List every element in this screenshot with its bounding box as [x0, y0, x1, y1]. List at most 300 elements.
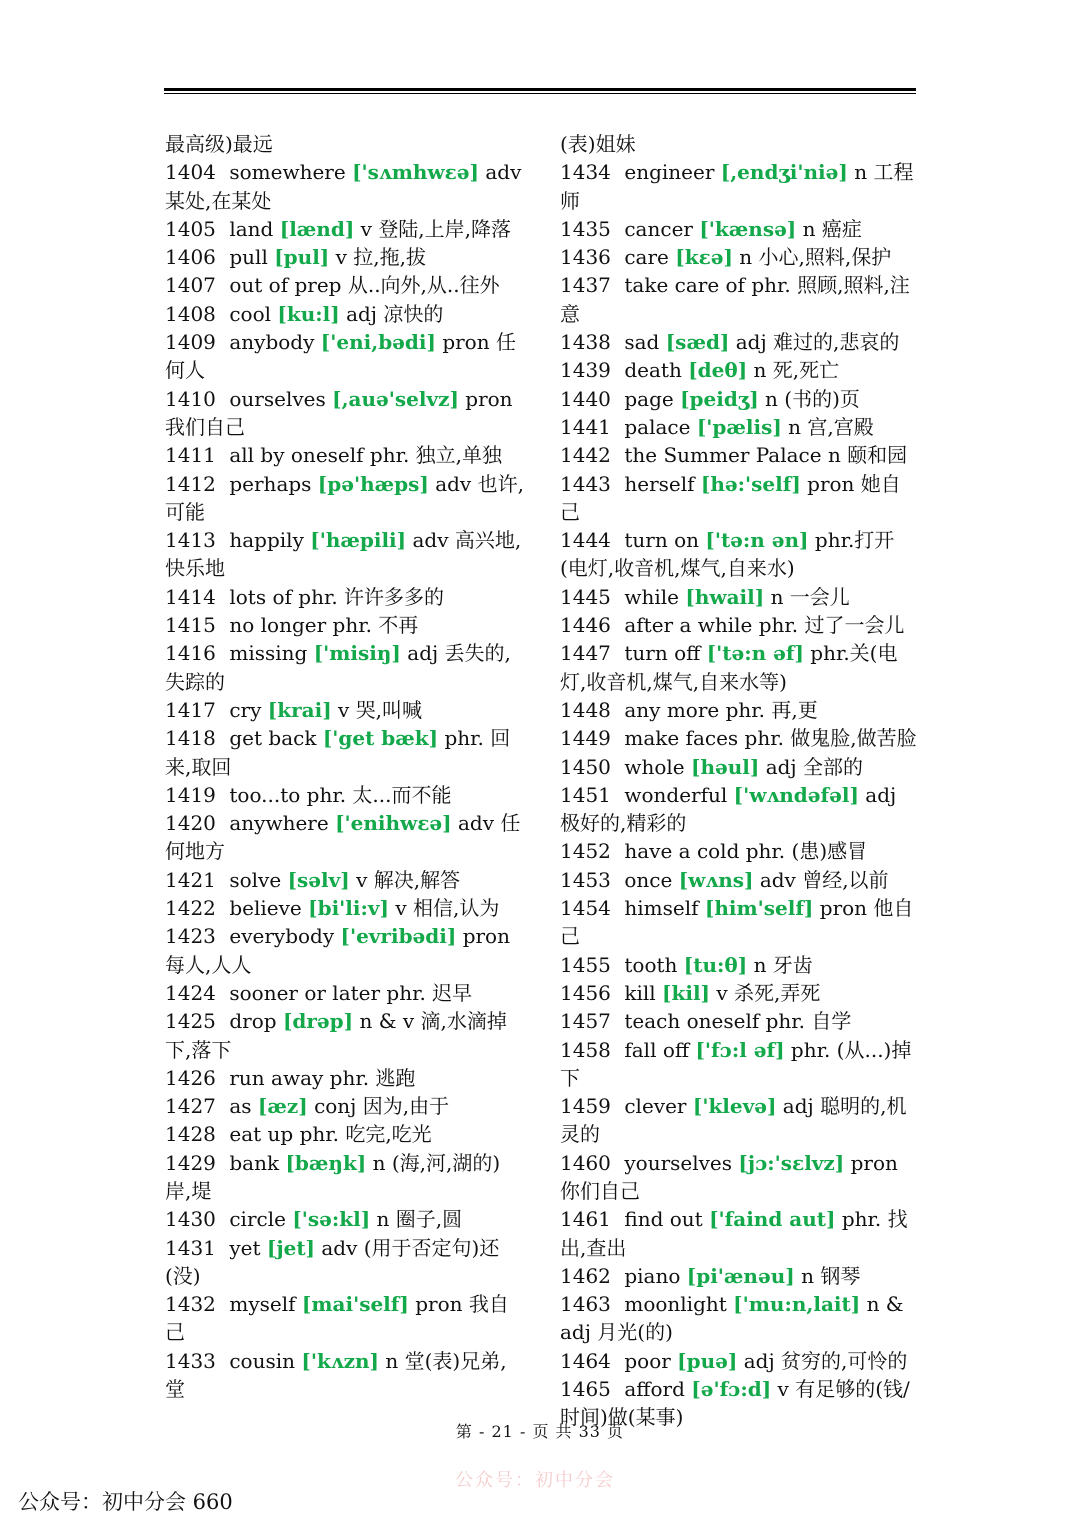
- entry-number: 1426: [165, 1065, 216, 1090]
- entry-number: 1409: [165, 330, 216, 355]
- entry-word: find out: [624, 1207, 703, 1232]
- entry-definition: pron 我自己: [165, 1292, 509, 1345]
- vocab-entry: [165, 130, 525, 158]
- entry-number: 1453: [560, 867, 611, 892]
- vocab-entry: [165, 1290, 525, 1347]
- entry-word: page: [624, 386, 674, 411]
- entry-word: bank: [229, 1150, 280, 1175]
- entry-phonetic: [,endʒi'niə]: [720, 160, 848, 185]
- entry-number: 1428: [165, 1122, 216, 1147]
- entry-number: 1419: [165, 782, 216, 807]
- entry-definition: pron 每人,人人: [165, 924, 510, 977]
- entry-number: 1411: [165, 443, 216, 468]
- entry-number: 1450: [560, 754, 611, 779]
- entry-number: 1439: [560, 358, 611, 383]
- vocab-entry: [165, 1149, 525, 1206]
- entry-definition: pron 你们自己: [560, 1150, 898, 1203]
- entry-word: once: [624, 867, 673, 892]
- entry-word: perhaps: [229, 471, 312, 496]
- entry-definition: n 牙齿: [753, 952, 813, 977]
- entry-phonetic: [mai'self]: [301, 1292, 409, 1317]
- entry-number: 1444: [560, 528, 611, 553]
- entry-definition: n (书的)页: [765, 386, 860, 411]
- entry-number: 1414: [165, 584, 216, 609]
- entry-phonetic: ['wʌndəfəl]: [733, 782, 859, 807]
- entry-number: 1416: [165, 641, 216, 666]
- entry-definition: phr. 独立,单独: [369, 443, 503, 468]
- entry-word: after a while: [624, 613, 753, 638]
- vocab-entry: [165, 441, 525, 469]
- entry-definition: v 哭,叫喊: [338, 697, 423, 722]
- vocab-entry: [165, 158, 525, 215]
- vocab-entry: [560, 1036, 920, 1093]
- entry-word: as: [229, 1094, 252, 1119]
- entry-phonetic: ['tə:n əf]: [706, 641, 804, 666]
- vocab-entry: [165, 639, 525, 696]
- vocab-entry: [165, 1007, 525, 1064]
- vocab-entry: [560, 639, 920, 696]
- vocab-entry: [560, 837, 920, 865]
- header-rule-thin: [164, 93, 916, 94]
- entry-number: 1421: [165, 867, 216, 892]
- vocab-entry: [165, 1234, 525, 1291]
- entry-word: fall off: [624, 1037, 690, 1062]
- entry-definition: n & adj 月光(的): [560, 1292, 904, 1345]
- entry-definition: prep 从..向外,从..往外: [294, 273, 500, 298]
- entry-word: run away: [229, 1065, 324, 1090]
- entry-word: the Summer Palace: [624, 443, 822, 468]
- entry-definition: adj 全部的: [765, 754, 863, 779]
- entry-definition: phr. 太...而不能: [306, 782, 452, 807]
- entry-phonetic: [ə'fɔ:d]: [691, 1377, 772, 1402]
- entry-definition: (表)姐妹: [560, 132, 636, 156]
- entry-definition: n & v 滴,水滴掉下,落下: [165, 1009, 507, 1062]
- entry-phonetic: [ku:l]: [277, 301, 340, 326]
- entry-number: 1431: [165, 1235, 216, 1260]
- entry-word: care: [624, 245, 669, 270]
- entry-definition: phr. 不再: [332, 613, 419, 638]
- entry-phonetic: [jɔ:'sɛlvz]: [738, 1150, 845, 1175]
- entry-phonetic: [pi'ænəu]: [686, 1263, 795, 1288]
- entry-word: ourselves: [229, 386, 326, 411]
- entry-number: 1425: [165, 1009, 216, 1034]
- entry-definition: phr. 回来,取回: [165, 726, 511, 779]
- entry-word: death: [624, 358, 682, 383]
- entry-word: lots of: [229, 584, 292, 609]
- entry-number: 1449: [560, 726, 611, 751]
- vocab-entry: [560, 866, 920, 894]
- entry-phonetic: [səlv]: [287, 867, 350, 892]
- entry-phonetic: [hə:'self]: [700, 471, 801, 496]
- entry-number: 1451: [560, 782, 611, 807]
- entry-definition: phr.打开(电灯,收音机,煤气,自来水): [560, 528, 895, 581]
- entry-number: 1454: [560, 896, 611, 921]
- entry-number: 1440: [560, 386, 611, 411]
- vocab-entry: [560, 894, 920, 951]
- vocab-entry: [560, 470, 920, 527]
- entry-definition: phr. (患)感冒: [745, 839, 868, 864]
- entry-word: clever: [624, 1094, 687, 1119]
- entry-phonetic: ['evribədi]: [340, 924, 457, 949]
- vocab-entry: [165, 724, 525, 781]
- vocab-entry: [165, 894, 525, 922]
- vocab-entry: [165, 866, 525, 894]
- entry-number: 1415: [165, 613, 216, 638]
- entry-word: while: [624, 584, 679, 609]
- entry-phonetic: [bæŋk]: [285, 1150, 367, 1175]
- entry-number: 1417: [165, 697, 216, 722]
- entry-definition: phr. 吃完,吃光: [299, 1122, 432, 1147]
- entry-definition: adv 高兴地,快乐地: [165, 528, 522, 581]
- vocab-entry: [560, 1347, 920, 1375]
- entry-number: 1465: [560, 1377, 611, 1402]
- entry-number: 1413: [165, 528, 216, 553]
- entry-word: no longer: [229, 613, 327, 638]
- entry-phonetic: [kil]: [662, 980, 711, 1005]
- entry-word: have a cold: [624, 839, 740, 864]
- entry-definition: v 有足够的(钱/时间)做(某事): [560, 1377, 910, 1430]
- entry-phonetic: ['sʌmhwɛə]: [352, 160, 479, 185]
- vocab-entry: [560, 243, 920, 271]
- vocab-entry: [560, 979, 920, 1007]
- entry-phonetic: ['eni,bədi]: [320, 330, 436, 355]
- vocab-entry: [165, 243, 525, 271]
- entry-number: 1406: [165, 245, 216, 270]
- entry-definition: phr. 再,更: [725, 697, 818, 722]
- entry-phonetic: ['get bæk]: [322, 726, 439, 751]
- entry-word: turn on: [624, 528, 699, 553]
- entry-phonetic: ['tə:n ən]: [705, 528, 809, 553]
- entry-definition: pron 我们自己: [165, 386, 513, 439]
- entry-number: 1404: [165, 160, 216, 185]
- header-rule-thick: [164, 88, 916, 91]
- entry-word: himself: [624, 896, 699, 921]
- entry-number: 1463: [560, 1292, 611, 1317]
- entry-definition: adv 任何地方: [165, 811, 521, 864]
- watermark-faint: 公众号：初中分会: [455, 1470, 615, 1491]
- entry-word: yet: [229, 1235, 261, 1260]
- entry-word: somewhere: [229, 160, 346, 185]
- vocab-entry: [560, 696, 920, 724]
- entry-phonetic: ['misiŋ]: [313, 641, 401, 666]
- entry-word: palace: [624, 414, 691, 439]
- entry-number: 1433: [165, 1348, 216, 1373]
- vocab-entry: [165, 979, 525, 1007]
- entry-definition: n 死,死亡: [753, 358, 840, 383]
- vocab-entry: [165, 300, 525, 328]
- vocab-entry: [165, 611, 525, 639]
- entry-number: 1405: [165, 216, 216, 241]
- entry-definition: n 小心,照料,保护: [739, 245, 892, 270]
- entry-number: 1435: [560, 216, 611, 241]
- entry-number: 1464: [560, 1348, 611, 1373]
- entry-phonetic: ['sə:kl]: [292, 1207, 371, 1232]
- entry-definition: 最高级)最远: [165, 132, 273, 156]
- vocab-entry: [560, 951, 920, 979]
- vocab-entry: [560, 1149, 920, 1206]
- entry-phonetic: [həul]: [691, 754, 760, 779]
- entry-word: piano: [624, 1263, 681, 1288]
- entry-word: teach oneself: [624, 1009, 760, 1034]
- page-number: 第 - 21 - 页 共 33 页: [455, 1422, 625, 1441]
- entry-number: 1456: [560, 980, 611, 1005]
- entry-definition: phr.关(电灯,收音机,煤气,自来水等): [560, 641, 898, 694]
- entry-word: myself: [229, 1292, 296, 1317]
- entry-word: cry: [229, 697, 262, 722]
- entry-phonetic: [him'self]: [704, 896, 814, 921]
- entry-number: 1420: [165, 811, 216, 836]
- vocab-entry: [165, 215, 525, 243]
- entry-definition: adv 也许,可能: [165, 471, 524, 524]
- vocab-entry: [165, 470, 525, 527]
- vocab-entry: [560, 385, 920, 413]
- entry-number: 1410: [165, 386, 216, 411]
- vocab-entry: [560, 753, 920, 781]
- entry-phonetic: ['kænsə]: [699, 216, 797, 241]
- entry-phonetic: [wʌns]: [678, 867, 754, 892]
- entry-phonetic: ['faind aut]: [709, 1207, 836, 1232]
- vocab-entry: [560, 215, 920, 243]
- entry-number: 1455: [560, 952, 611, 977]
- vocab-entry: [165, 1120, 525, 1148]
- entry-phonetic: ['kʌzn]: [301, 1348, 380, 1373]
- vocab-entry: [560, 130, 920, 158]
- entry-definition: n 颐和园: [827, 443, 908, 468]
- entry-definition: phr. 照顾,照料,注意: [560, 273, 910, 326]
- entry-word: believe: [229, 896, 302, 921]
- entry-definition: pron 她自己: [560, 471, 901, 524]
- entry-word: turn off: [624, 641, 701, 666]
- entry-word: sad: [624, 330, 660, 355]
- entry-number: 1430: [165, 1207, 216, 1232]
- entry-definition: v 解决,解答: [356, 867, 461, 892]
- entry-phonetic: [æz]: [257, 1094, 308, 1119]
- vocab-entry: [165, 696, 525, 724]
- entry-phonetic: [bi'li:v]: [308, 896, 389, 921]
- entry-phonetic: ['klevə]: [692, 1094, 777, 1119]
- entry-number: 1461: [560, 1207, 611, 1232]
- entry-number: 1412: [165, 471, 216, 496]
- entry-phonetic: ['enihwɛə]: [335, 811, 452, 836]
- entry-definition: conj 因为,由于: [314, 1094, 450, 1119]
- vocab-entry: [560, 328, 920, 356]
- entry-word: make faces: [624, 726, 739, 751]
- vocab-entry: [165, 1205, 525, 1233]
- vocab-column-right: [560, 130, 920, 1432]
- entry-number: 1462: [560, 1263, 611, 1288]
- entry-word: sooner or later: [229, 980, 381, 1005]
- entry-definition: n 钢琴: [801, 1263, 861, 1288]
- vocab-entry: [560, 526, 920, 583]
- entry-number: 1458: [560, 1037, 611, 1062]
- entry-definition: phr. 自学: [765, 1009, 852, 1034]
- vocab-entry: [560, 1262, 920, 1290]
- entry-phonetic: [krai]: [267, 697, 332, 722]
- entry-word: pull: [229, 245, 268, 270]
- entry-definition: phr. 过了一会儿: [758, 613, 905, 638]
- entry-definition: adj 难过的,悲哀的: [735, 330, 900, 355]
- entry-definition: n 宫,宫殿: [788, 414, 874, 439]
- entry-definition: phr. 迟早: [386, 980, 473, 1005]
- vocab-entry: [165, 781, 525, 809]
- entry-word: cancer: [624, 216, 693, 241]
- entry-number: 1422: [165, 896, 216, 921]
- entry-phonetic: [peidʒ]: [680, 386, 759, 411]
- vocab-entry: [165, 385, 525, 442]
- entry-phonetic: [puə]: [677, 1348, 738, 1373]
- entry-word: any more: [624, 697, 720, 722]
- entry-word: kill: [624, 980, 656, 1005]
- watermark-account: 公众号：初中分会 660: [18, 1490, 233, 1514]
- entry-word: get back: [229, 726, 317, 751]
- entry-word: everybody: [229, 924, 335, 949]
- entry-number: 1443: [560, 471, 611, 496]
- entry-phonetic: [drəp]: [282, 1009, 354, 1034]
- vocab-entry: [560, 611, 920, 639]
- vocab-entry: [165, 1092, 525, 1120]
- vocab-entry: [165, 328, 525, 385]
- entry-definition: adj 凉快的: [346, 301, 444, 326]
- entry-definition: n (海,河,湖的)岸,堤: [165, 1150, 501, 1203]
- entry-phonetic: [jet]: [266, 1235, 316, 1260]
- entry-definition: adj 贫穷的,可怜的: [743, 1348, 908, 1373]
- entry-number: 1446: [560, 613, 611, 638]
- vocab-column-left: [165, 130, 525, 1403]
- entry-word: herself: [624, 471, 695, 496]
- vocab-entry: [560, 271, 920, 328]
- entry-phonetic: ['mu:n,lait]: [733, 1292, 861, 1317]
- entry-word: anybody: [229, 330, 315, 355]
- vocab-entry: [560, 1092, 920, 1149]
- entry-number: 1441: [560, 414, 611, 439]
- entry-definition: adj 丢失的,失踪的: [165, 641, 511, 694]
- vocab-entry: [560, 583, 920, 611]
- entry-phonetic: ['hæpili]: [310, 528, 407, 553]
- entry-definition: v 登陆,上岸,降落: [360, 216, 512, 241]
- entry-definition: pron 他自己: [560, 896, 914, 949]
- entry-number: 1452: [560, 839, 611, 864]
- entry-number: 1457: [560, 1009, 611, 1034]
- entry-number: 1434: [560, 160, 611, 185]
- entry-definition: phr. 找出,查出: [560, 1207, 908, 1260]
- entry-number: 1427: [165, 1094, 216, 1119]
- entry-definition: n 一会儿: [770, 584, 850, 609]
- entry-word: engineer: [624, 160, 715, 185]
- vocab-entry: [560, 158, 920, 215]
- vocab-entry: [560, 1007, 920, 1035]
- entry-word: yourselves: [624, 1150, 733, 1175]
- entry-word: circle: [229, 1207, 286, 1232]
- entry-number: 1447: [560, 641, 611, 666]
- entry-word: cool: [229, 301, 272, 326]
- entry-number: 1436: [560, 245, 611, 270]
- entry-number: 1407: [165, 273, 216, 298]
- entry-word: moonlight: [624, 1292, 727, 1317]
- entry-number: 1460: [560, 1150, 611, 1175]
- entry-definition: phr. 逃跑: [329, 1065, 416, 1090]
- entry-phonetic: [kɛə]: [675, 245, 733, 270]
- entry-phonetic: ['fɔ:l əf]: [695, 1037, 785, 1062]
- entry-definition: phr. (从...)掉下: [560, 1037, 912, 1090]
- entry-phonetic: [deθ]: [688, 358, 748, 383]
- entry-definition: n 癌症: [802, 216, 862, 241]
- entry-word: poor: [624, 1348, 671, 1373]
- entry-definition: adv (用于否定句)还(没): [165, 1235, 500, 1288]
- entry-word: land: [229, 216, 274, 241]
- entry-word: wonderful: [624, 782, 728, 807]
- entry-word: happily: [229, 528, 304, 553]
- entry-number: 1437: [560, 273, 611, 298]
- entry-word: take care of: [624, 273, 745, 298]
- entry-definition: v 拉,拖,拔: [335, 245, 426, 270]
- entry-definition: v 相信,认为: [395, 896, 500, 921]
- entry-definition: adj 聪明的,机灵的: [560, 1094, 907, 1147]
- entry-phonetic: [lænd]: [279, 216, 355, 241]
- entry-number: 1429: [165, 1150, 216, 1175]
- entry-definition: pron 任何人: [165, 330, 516, 383]
- entry-definition: phr. 做鬼脸,做苦脸: [744, 726, 917, 751]
- vocab-entry: [165, 271, 525, 299]
- entry-number: 1432: [165, 1292, 216, 1317]
- entry-definition: adv 某处,在某处: [165, 160, 522, 213]
- entry-number: 1442: [560, 443, 611, 468]
- entry-phonetic: ['pælis]: [696, 414, 782, 439]
- entry-number: 1418: [165, 726, 216, 751]
- vocab-entry: [560, 724, 920, 752]
- entry-definition: n 圈子,圆: [376, 1207, 463, 1232]
- vocab-entry: [165, 1064, 525, 1092]
- vocab-entry: [165, 583, 525, 611]
- entry-definition: n 工程师: [560, 160, 914, 213]
- vocab-entry: [560, 441, 920, 469]
- vocab-entry: [560, 781, 920, 838]
- entry-definition: adj 极好的,精彩的: [560, 782, 897, 836]
- entry-word: whole: [624, 754, 685, 779]
- vocab-entry: [165, 526, 525, 583]
- entry-word: out of: [229, 273, 289, 298]
- entry-phonetic: [pul]: [274, 245, 330, 270]
- entry-word: solve: [229, 867, 282, 892]
- entry-number: 1448: [560, 697, 611, 722]
- entry-word: afford: [624, 1377, 685, 1402]
- entry-number: 1424: [165, 980, 216, 1005]
- entry-definition: v 杀死,弄死: [716, 980, 821, 1005]
- entry-phonetic: [hwail]: [685, 584, 765, 609]
- entry-word: too...to: [229, 782, 301, 807]
- entry-phonetic: [sæd]: [665, 330, 730, 355]
- entry-definition: adv 曾经,以前: [759, 867, 889, 892]
- entry-number: 1438: [560, 330, 611, 355]
- entry-word: cousin: [229, 1348, 296, 1373]
- entry-word: anywhere: [229, 811, 329, 836]
- vocab-entry: [560, 356, 920, 384]
- entry-phonetic: [tu:θ]: [683, 952, 748, 977]
- entry-number: 1408: [165, 301, 216, 326]
- entry-number: 1459: [560, 1094, 611, 1119]
- vocab-entry: [560, 1290, 920, 1347]
- entry-word: drop: [229, 1009, 277, 1034]
- entry-word: eat up: [229, 1122, 294, 1147]
- entry-definition: phr. 许许多多的: [298, 584, 445, 609]
- vocab-entry: [165, 922, 525, 979]
- vocab-entry: [560, 413, 920, 441]
- entry-phonetic: [,auə'selvz]: [332, 386, 459, 411]
- entry-number: 1445: [560, 584, 611, 609]
- entry-definition: n 堂(表)兄弟,堂: [165, 1348, 507, 1402]
- entry-word: missing: [229, 641, 308, 666]
- entry-word: all by oneself: [229, 443, 364, 468]
- entry-phonetic: [pə'hæps]: [317, 471, 429, 496]
